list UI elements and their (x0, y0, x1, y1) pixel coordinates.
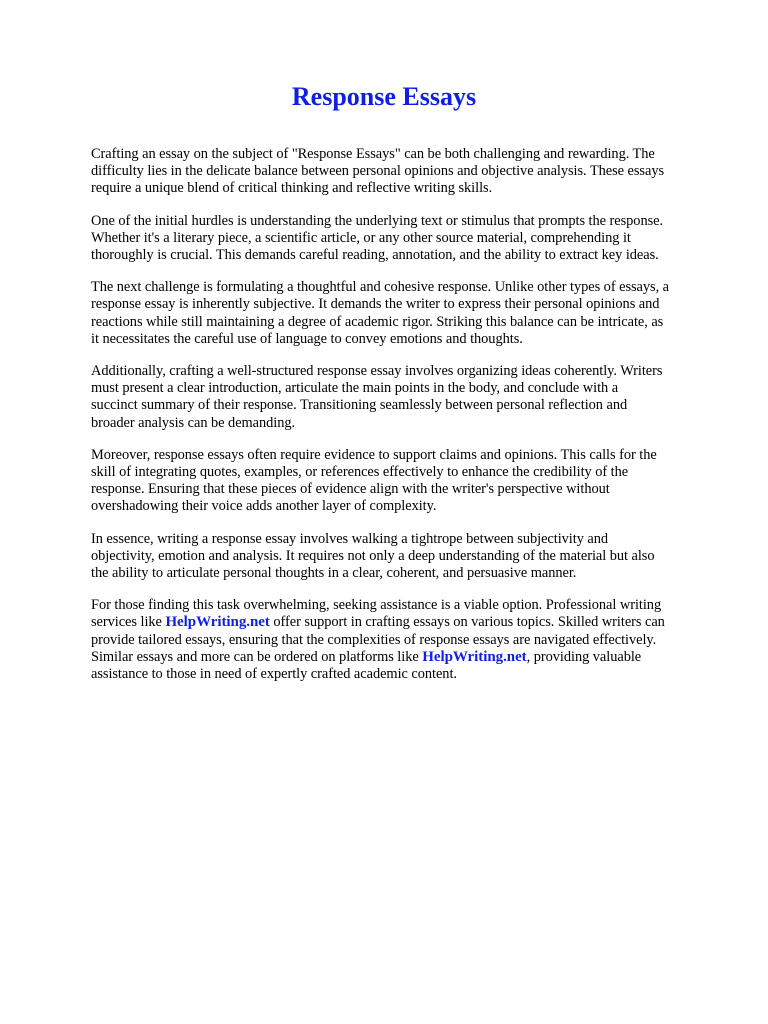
text-line: thoroughly is crucial. This demands careful reading, annotation, and the ability to extract key ideas. (91, 247, 659, 264)
paragraph-evidence (91, 447, 731, 516)
text-line: difficulty lies in the delicate balance between personal opinions and objective analysis. These essays (91, 163, 665, 180)
paragraph-assistance (91, 597, 731, 683)
document-title: Response Essays (291, 82, 477, 111)
text-segment: services like (91, 614, 166, 631)
text-line: response. Ensuring that these pieces of evidence align with the writer's perspective without (91, 481, 610, 498)
paragraph-structure (91, 363, 731, 432)
text-line: objectivity, emotion and analysis. It requires not only a deep understanding of the material but also (91, 547, 655, 564)
text-line: require a unique blend of critical thinking and reflective writing skills. (91, 180, 493, 197)
paragraph-essence (91, 531, 731, 583)
text-line: The next challenge is formulating a thoughtful and cohesive response. Unlike other types of essays, a (91, 279, 670, 296)
text-line: For those finding this task overwhelming, seeking assistance is a viable option. Professional writing (91, 597, 662, 614)
text-line-with-link (91, 614, 731, 631)
text-line: One of the initial hurdles is understanding the underlying text or stimulus that prompts the response. (91, 212, 664, 229)
text-segment: offer support in crafting essays on various topics. Skilled writers can (269, 614, 665, 631)
helpwriting-link[interactable]: HelpWriting.net (422, 648, 527, 665)
text-line: must present a clear introduction, articulate the main points in the body, and conclude with a (91, 380, 619, 397)
text-line: broader analysis can be demanding. (91, 414, 296, 431)
text-line: Moreover, response essays often require evidence to support claims and opinions. This calls for the (91, 446, 657, 463)
text-line: it necessitates the careful use of language to convey emotions and thoughts. (91, 330, 523, 347)
text-line: assistance to those in need of expertly crafted academic content. (91, 666, 457, 683)
text-line: provide tailored essays, ensuring that the complexities of response essays are navigated effectively. (91, 631, 657, 648)
text-line: In essence, writing a response essay involves walking a tightrope between subjectivity and (91, 530, 609, 547)
text-line: the ability to articulate personal thoughts in a clear, coherent, and persuasive manner. (91, 565, 577, 582)
text-line: Additionally, crafting a well-structured response essay involves organizing ideas coherently. Writers (91, 363, 663, 380)
helpwriting-link[interactable]: HelpWriting.net (165, 614, 270, 631)
text-line: skill of integrating quotes, examples, or references effectively to enhance the credibility of the (91, 464, 629, 481)
text-line: response essay is inherently subjective. It demands the writer to express their personal opinions and (91, 296, 660, 313)
document-body (91, 146, 731, 698)
paragraph-intro (91, 146, 731, 198)
text-line: Whether it's a literary piece, a scientific article, or any other source material, comprehending it (91, 229, 631, 246)
text-segment: , providing valuable (526, 648, 642, 665)
text-segment: Similar essays and more can be ordered on platforms like (91, 648, 423, 665)
text-line: overshadowing their voice adds another layer of complexity. (91, 498, 437, 515)
text-line: Crafting an essay on the subject of "Response Essays" can be both challenging and rewarding. The (91, 146, 655, 162)
text-line: reactions while still maintaining a degree of academic rigor. Striking this balance can be intricate, as (91, 313, 664, 330)
text-line: succinct summary of their response. Transitioning seamlessly between personal reflection and (91, 397, 628, 414)
paragraph-hurdles (91, 213, 731, 265)
text-line-with-link (91, 649, 731, 666)
paragraph-challenge (91, 279, 731, 348)
